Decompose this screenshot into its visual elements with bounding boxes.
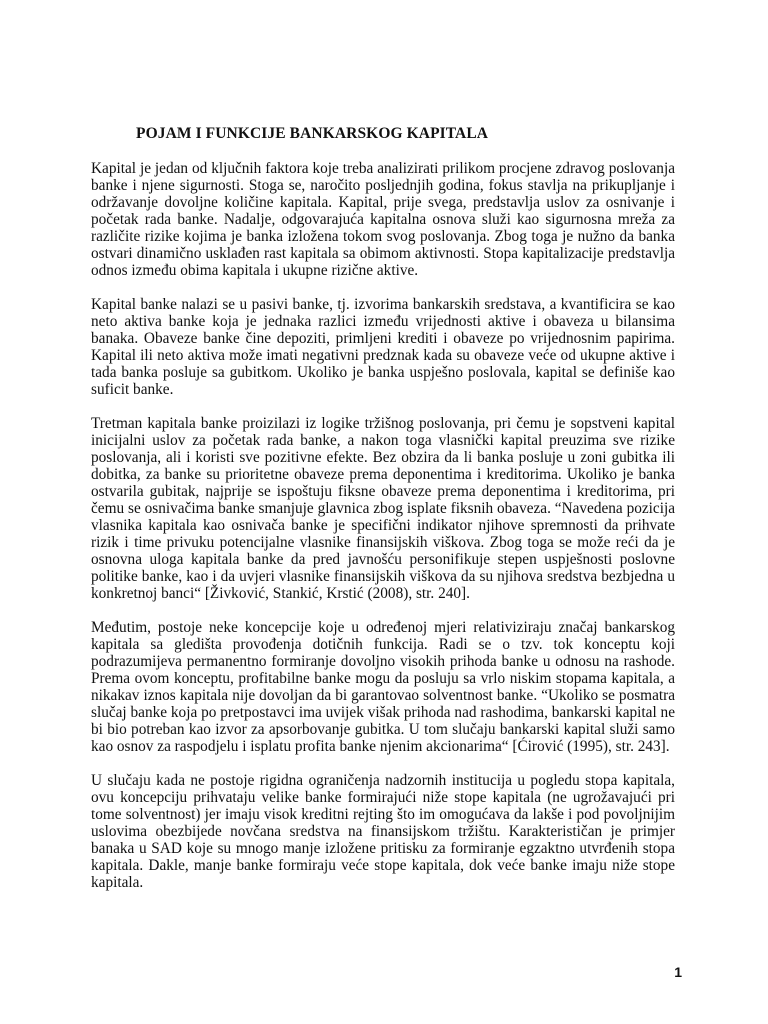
paragraph: Kapital je jedan od ključnih faktora koje treba analizirati prilikom procjene zdravog poslovanja banke i njene sigurnosti. Stoga se, naročito posljednjih godina, fokus stavlja na prikupljanje i održavanje dovoljne količine kapitala. Kapital, prije svega, predstavlja uslov za osnivanje i početak rada banke. Nadalje, odgovarajuća kapitalna osnova služi kao sigurnosna mreža za različite rizike kojima je banka izložena tokom svog poslovanja. Zbog toga je nužno da banka ostvari dinamično usklađen rast kapitala sa obimom aktivnosti. Stopa kapitalizacije predstavlja odnos između obima kapitala i ukupne rizične aktive.	[91, 160, 675, 279]
document-body	[91, 160, 675, 908]
page-number: 1	[674, 964, 682, 980]
paragraph: Tretman kapitala banke proizilazi iz logike tržišnog poslovanja, pri čemu je sopstveni kapital inicijalni uslov za početak rada banke, a nakon toga vlasnički kapital preuzima sve rizike poslovanja, ali i koristi sve pozitivne efekte. Bez obzira da li banka posluje u zoni gubitka ili dobitka, za banke su prioritetne obaveze prema deponentima i kreditorima. Ukoliko je banka ostvarila gubitak, najprije se ispoštuju fiksne obaveze prema deponentima i kreditorima, pri čemu se osnivačima banke smanjuje glavnica zbog isplate fiksnih obaveza. “Navedena pozicija vlasnika kapitala kao osnivača banke je specifični indikator njihove spremnosti da prihvate rizik i time privuku potencijalne vlasnike finansijskih viškova. Zbog toga se može reći da je osnovna uloga kapitala banke da pred javnošću personifikuje stepen uspješnosti poslovne politike banke, kao i da uvjeri vlasnike finansijskih viškova da su njihova sredstva bezbjedna u konkretnoj banci“ [Živković, Stankić, Krstić (2008), str. 240].	[91, 415, 675, 602]
paragraph: Kapital banke nalazi se u pasivi banke, tj. izvorima bankarskih sredstava, a kvantificira se kao neto aktiva banke koja je jednaka razlici između vrijednosti aktive i obaveza u bilansima banaka. Obaveze banke čine depoziti, primljeni krediti i obaveze po vrijednosnim papirima. Kapital ili neto aktiva može imati negativni predznak kada su obaveze veće od ukupne aktive i tada banka posluje sa gubitkom. Ukoliko je banka uspješno poslovala, kapital se definiše kao suficit banke.	[91, 296, 675, 398]
page-title: POJAM I FUNKCIJE BANKARSKOG KAPITALA	[136, 125, 489, 142]
paragraph: U slučaju kada ne postoje rigidna ograničenja nadzornih institucija u pogledu stopa kapitala, ovu koncepciju prihvataju velike banke formirajući niže stope kapitala (ne ugrožavajući pri tome solventnost) jer imaju visok kreditni rejting što im omogućava da lakše i pod povoljnijim uslovima obezbijede novčana sredstva na finansijskom tržištu. Karakterističan je primjer banaka u SAD koje su mnogo manje izložene pritisku za formiranje egzaktno utvrđenih stopa kapitala. Dakle, manje banke formiraju veće stope kapitala, dok veće banke imaju niže stope kapitala.	[91, 772, 675, 891]
paragraph: Međutim, postoje neke koncepcije koje u određenoj mjeri relativiziraju značaj bankarskog kapitala sa gledišta provođenja dotičnih funkcija. Radi se o tzv. tok konceptu koji podrazumijeva permanentno formiranje dovoljno visokih prihoda banke u odnosu na rashode. Prema ovom konceptu, profitabilne banke mogu da posluju sa vrlo niskim stopama kapitala, a nikakav iznos kapitala nije dovoljan da bi garantovao solventnost banke. “Ukoliko se posmatra slučaj banke koja po pretpostavci ima uvijek višak prihoda nad rashodima, bankarski kapital ne bi bio potreban kao izvor za apsorbovanje gubitka. U tom slučaju bankarski kapital služi samo kao osnov za raspodjelu i isplatu profita banke njenim akcionarima“ [Ćirović (1995), str. 243].	[91, 619, 675, 755]
